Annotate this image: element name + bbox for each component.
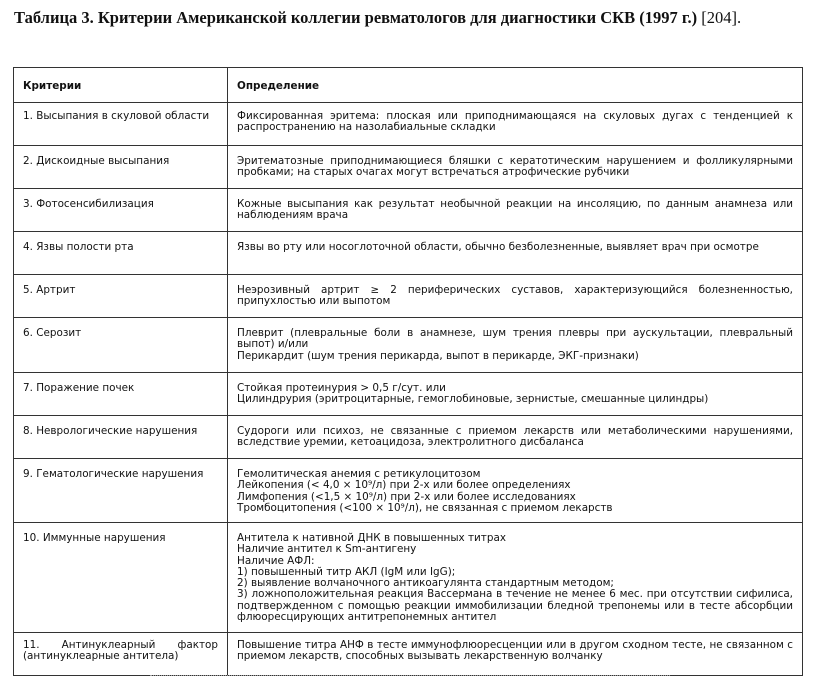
criteria-table xyxy=(13,67,803,676)
table-row xyxy=(14,103,803,146)
definition-cell xyxy=(228,103,803,146)
table-row xyxy=(14,373,803,416)
definition-line: Неэрозивный артрит ≥ 2 периферических суставов, характеризующийся болезненностью, припухлостью или выпотом xyxy=(237,284,793,308)
definition-line: Эритематозные приподнимающиеся бляшки с кератотическим нарушением и фолликулярными пробками; на старых очагах могут встречаться атрофические рубчики xyxy=(237,155,793,179)
criterion-cell: 8. Неврологические нарушения xyxy=(14,416,228,459)
criterion-cell: 2. Дискоидные высыпания xyxy=(14,146,228,189)
title-text: Таблица 3. Критерии Американской коллегии ревматологов для диагностики СКВ (1997 г.) xyxy=(14,8,698,27)
definition-line: Фиксированная эритема: плоская или приподнимающаяся на скуловых дугах с тенденцией к распространению на назолабиальные складки xyxy=(237,110,793,134)
table-row xyxy=(14,523,803,633)
table-row xyxy=(14,146,803,189)
table-row xyxy=(14,633,803,676)
table-row xyxy=(14,189,803,232)
table-row xyxy=(14,416,803,459)
definition-line: Повышение титра АНФ в тесте иммунофлюоресценции или в другом сходном тесте, не связанном с приемом лекарств, способных вызывать лекарственную волчанку xyxy=(237,639,793,663)
definition-line: Кожные высыпания как результат необычной реакции на инсоляцию, по данным анамнеза или наблюдениям врача xyxy=(237,198,793,222)
definition-cell xyxy=(228,523,803,633)
definition-cell xyxy=(228,146,803,189)
criterion-cell: 5. Артрит xyxy=(14,275,228,318)
definition-line: Наличие АФЛ: xyxy=(237,554,315,567)
criterion-cell: 9. Гематологические нарушения xyxy=(14,459,228,523)
criterion-cell: 1. Высыпания в скуловой области xyxy=(14,103,228,146)
definition-line: Цилиндрурия (эритроцитарные, гемоглобиновые, зернистые, смешанные цилиндры) xyxy=(237,393,709,406)
title-reference: [204]. xyxy=(701,8,742,27)
definition-line: Перикардит (шум трения перикарда, выпот в перикарде, ЭКГ-признаки) xyxy=(237,349,639,362)
criterion-cell: 6. Серозит xyxy=(14,318,228,373)
definition-cell xyxy=(228,459,803,523)
definition-line: 3) ложноположительная реакция Вассермана в течение не менее 6 мес. при отсутствии сифилиса, подтвержденном с помощью реакции иммобилизации бледной трепонемы или в тесте абсорбции флюоресцирующих антитрепонемных антител xyxy=(237,588,793,624)
definition-line: Наличие антител к Sm-антигену xyxy=(237,543,417,556)
table-title xyxy=(14,6,804,29)
cut-off-text-fragment xyxy=(150,675,670,678)
definition-line: Гемолитическая анемия с ретикулоцитозом xyxy=(237,468,481,480)
definition-cell xyxy=(228,189,803,232)
criterion-cell: 3. Фотосенсибилизация xyxy=(14,189,228,232)
definition-line: 2) выявление волчаночного антикоагулянта стандартным методом; xyxy=(237,577,614,590)
definition-line: Лейкопения (< 4,0 × 10⁹/л) при 2-х или более определениях xyxy=(237,479,571,492)
criterion-cell: 11. Антинуклеарный фактор (антинуклеарные антитела) xyxy=(14,633,228,676)
table-header-row xyxy=(14,68,803,103)
header-definition: Определение xyxy=(228,68,803,103)
header-criteria: Критерии xyxy=(14,68,228,103)
table-row xyxy=(14,318,803,373)
criterion-cell: 10. Иммунные нарушения xyxy=(14,523,228,633)
definition-cell xyxy=(228,232,803,275)
table-row xyxy=(14,275,803,318)
definition-cell xyxy=(228,633,803,676)
definition-cell xyxy=(228,318,803,373)
definition-cell xyxy=(228,416,803,459)
definition-line: 1) повышенный титр АКЛ (IgM или IgG); xyxy=(237,565,456,578)
definition-cell xyxy=(228,275,803,318)
definition-line: Судороги или психоз, не связанные с приемом лекарств или метаболическими нарушениями, вследствие уремии, кетоацидоза, электролитного дисбаланса xyxy=(237,425,793,449)
definition-line: Стойкая протеинурия > 0,5 г/сут. или xyxy=(237,382,446,394)
definition-line: Плеврит (плевральные боли в анамнезе, шум трения плевры при аускультации, плевральный выпот) и/или xyxy=(237,327,793,351)
definition-cell xyxy=(228,373,803,416)
criterion-cell: 4. Язвы полости рта xyxy=(14,232,228,275)
criterion-cell: 7. Поражение почек xyxy=(14,373,228,416)
definition-line: Тромбоцитопения (<100 × 10⁹/л), не связанная с приемом лекарств xyxy=(237,501,613,514)
definition-line: Язвы во рту или носоглоточной области, обычно безболезненные, выявляет врач при осмотре xyxy=(237,241,759,253)
definition-line: Антитела к нативной ДНК в повышенных титрах xyxy=(237,532,506,544)
table-row xyxy=(14,459,803,523)
table-row xyxy=(14,232,803,275)
definition-line: Лимфопения (<1,5 × 10⁹/л) при 2-х или более исследованиях xyxy=(237,490,576,503)
